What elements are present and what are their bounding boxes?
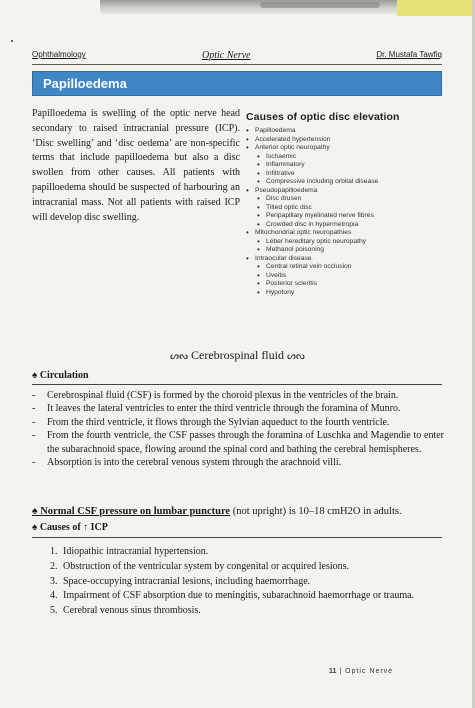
cause-item: • Compressive including orbital disease	[246, 178, 446, 187]
cause-item: • Posterior scleritis	[246, 280, 446, 289]
cause-item: • Inflammatory	[246, 161, 446, 170]
cause-item: • Disc drusen	[246, 195, 446, 204]
item-number: 3.	[50, 575, 58, 587]
icp-cause-text: Obstruction of the ventricular system by congenital or acquired lesions.	[63, 560, 350, 572]
cause-item: • Accelerated hypertension	[246, 136, 446, 145]
circulation-point: - Absorption is into the cerebral venous system through the arachnoid villi.	[32, 456, 444, 469]
item-number: 4.	[50, 590, 58, 602]
cause-item: • Tilted optic disc	[246, 204, 446, 213]
cause-item: • Mitochondrial optic neuropathies	[246, 229, 446, 238]
circulation-list	[32, 389, 444, 469]
section-banner	[32, 71, 442, 96]
header-subject: Ophthalmology	[32, 50, 86, 59]
cause-item: • Leber hereditary optic neuropathy	[246, 238, 446, 247]
cause-item: • Anterior optic neuropathy	[246, 144, 446, 153]
icp-cause-item	[50, 545, 444, 559]
circulation-point: - From the third ventricle, it flows through the Sylvian aqueduct to the fourth ventricle.	[32, 416, 444, 429]
footer-separator: |	[336, 668, 346, 675]
icp-cause-text: Cerebral venous sinus thrombosis.	[63, 605, 201, 617]
cause-item: • Hypotony	[246, 289, 446, 298]
causes-title: Causes of optic disc elevation	[246, 111, 400, 123]
item-number: 2.	[50, 560, 58, 572]
intro-paragraph: Papilloedema is swelling of the optic nerve head secondary to raised intracranial pressure (ICP). ‘Disc swelling’ and ‘disc oedema’ are non-specific terms that include papilloedema but also a disc swollen from other causes. All patients with papilloedema should be suspected of harbouring an intracranial mass. Not all patients with raised ICP will develop disc swelling.	[32, 108, 240, 223]
footer-section: Optic Nerve	[345, 668, 394, 675]
normal-pressure-line	[32, 506, 402, 517]
csf-heading	[0, 348, 475, 363]
page-footer	[329, 668, 393, 675]
icp-heading: ♠ Causes of ↑ ICP	[32, 522, 108, 533]
cause-item: • Uveitis	[246, 272, 446, 281]
icp-cause-text: Idiopathic intracranial hypertension.	[63, 546, 209, 557]
section-title: Papilloedema	[43, 76, 127, 91]
header-author: Dr. Mustafa Tawfiq	[376, 50, 442, 59]
circulation-heading: ♠ Circulation	[32, 370, 89, 381]
header-chapter: Optic Nerve	[202, 50, 251, 61]
icp-cause-text: Impairment of CSF absorption due to meningitis, subarachnoid haemorrhage or trauma.	[63, 590, 415, 602]
cause-item: • Methanol poisoning	[246, 246, 446, 255]
circulation-point: - From the fourth ventricle, the CSF passes through the foramina of Luschka and Magendie to enter the subarachnoid space, flowing around the spinal cord and bathing the cerebral hemispheres.	[32, 429, 444, 456]
icp-cause-item	[50, 575, 444, 589]
cause-item: • Intraocular disease	[246, 255, 446, 264]
causes-list	[246, 127, 446, 297]
circulation-point: - Cerebrospinal fluid (CSF) is formed by the choroid plexus in the ventricles of the brain.	[32, 389, 444, 402]
item-number: 5.	[50, 605, 58, 617]
ornament-right: ᔕᔓ	[286, 351, 305, 362]
cause-item: • Ischaemic	[246, 153, 446, 162]
binding-strip	[100, 0, 400, 14]
ornament-left: ᔕᔓ	[170, 351, 188, 362]
cause-item: • Peripapillary myelinated nerve fibres	[246, 212, 446, 221]
cause-item: • Pseudopapilloedema	[246, 187, 446, 196]
icp-rule	[32, 537, 442, 538]
icp-cause-item	[50, 560, 444, 574]
causes-box	[246, 111, 446, 297]
normal-pressure-label: ♠ Normal CSF pressure on lumbar puncture	[32, 506, 231, 517]
cause-item: • Central retinal vein occlusion	[246, 263, 446, 272]
circulation-point: - It leaves the lateral ventricles to enter the third ventricle through the foramina of Munro.	[32, 402, 444, 415]
running-header	[32, 50, 442, 64]
icp-cause-text: Space-occupying intracranial lesions, including haemorrhage.	[63, 575, 311, 587]
header-rule	[32, 64, 442, 65]
cause-item: • Crowded disc in hypermetropia	[246, 221, 446, 230]
normal-pressure-text: (not upright) is 10–18 cmH2O in adults.	[230, 506, 402, 517]
sticky-tab	[397, 0, 475, 16]
circulation-rule	[32, 384, 442, 385]
csf-title: Cerebrospinal fluid	[191, 348, 284, 362]
cause-item: • Infiltrative	[246, 170, 446, 179]
page-number: 11	[329, 668, 337, 675]
icp-cause-item	[50, 589, 444, 603]
binding-shadow	[260, 2, 380, 8]
speck	[11, 40, 13, 42]
item-number: 1.	[50, 546, 58, 557]
icp-cause-item	[50, 604, 444, 618]
cause-item: • Papilloedema	[246, 127, 446, 136]
icp-causes-list	[50, 545, 444, 619]
